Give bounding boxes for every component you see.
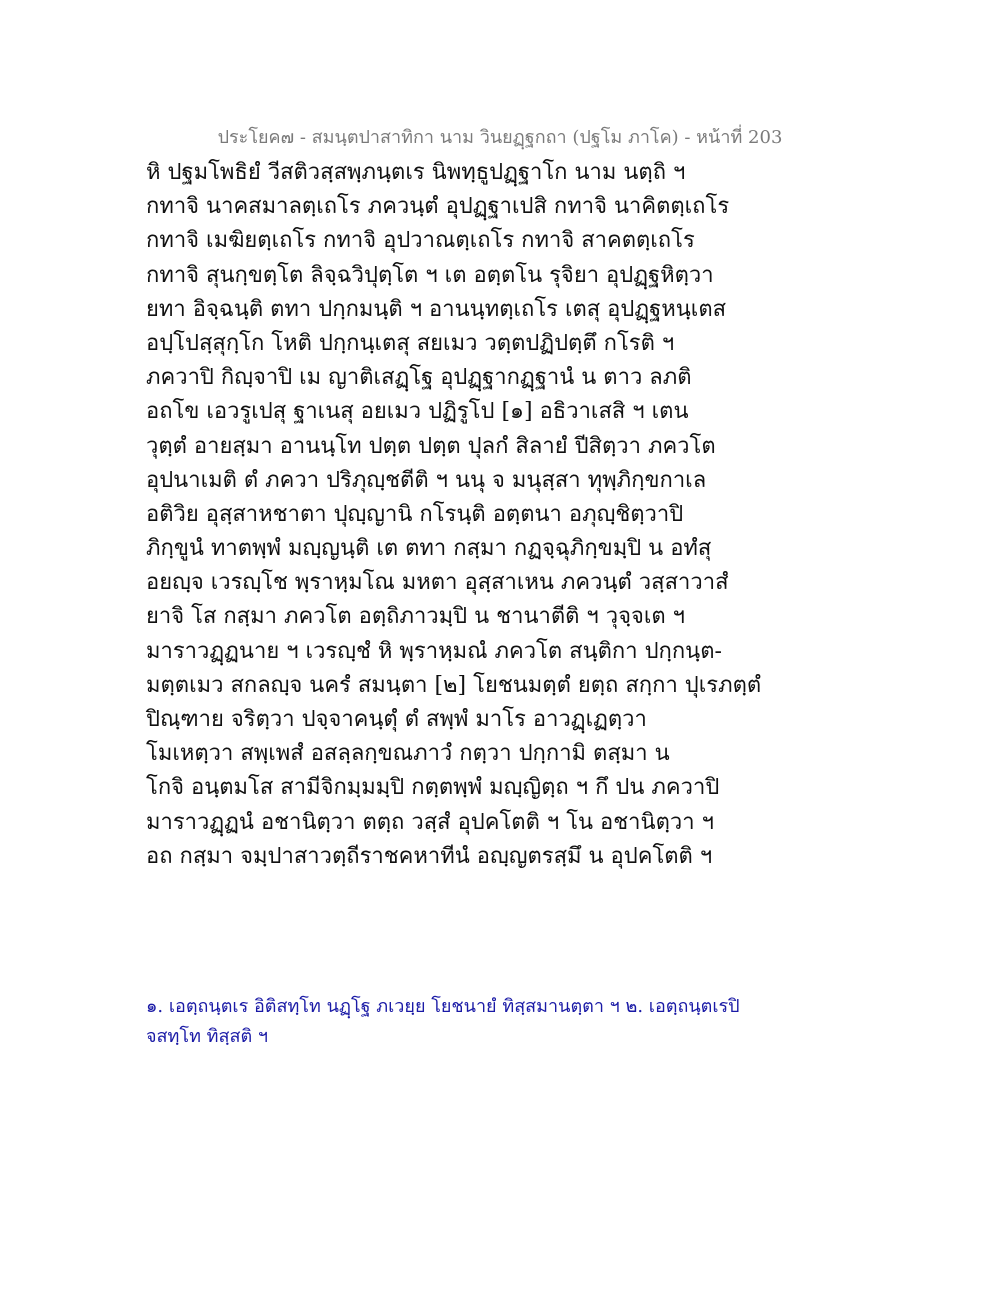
text-line: อถ กสฺมา จมฺปาสาวตฺถีราชคหาทีนํ อญฺญตรสฺมึ น อุปคโตติ ฯ: [146, 843, 713, 869]
footnote-line: ๑. เอตฺถนฺตเร อิติสทฺโท นฏฺโฐ ภเวยฺย โยชนายํ ทิสฺสมานตฺตา ฯ ๒. เอตฺถนฺตเรปิ: [146, 996, 740, 1017]
page-header: ประโยค๗ - สมนฺตปาสาทิกา นาม วินยฏฺฐกถา (ปฐโม ภาโค) - หน้าที่ 203: [217, 127, 783, 148]
text-line: ยทา อิจฺฉนฺติ ตทา ปกฺกมนฺติ ฯ อานนฺทตฺเถโร เตสุ อุปฏฺฐหนฺเตส: [146, 296, 727, 322]
text-line: วุตฺตํ อายสฺมา อานนฺโท ปตฺต ปตฺต ปุลกํ สิลายํ ปีสิตฺวา ภควโต: [146, 433, 716, 459]
text-line: อปฺโปสฺสุกฺโก โหติ ปกฺกนฺเตสุ สยเมว วตฺตปฏิปตฺตึ กโรติ ฯ: [146, 330, 675, 356]
text-line: ภิกฺขูนํ ทาตพฺพํ มญฺญนฺติ เต ตทา กสฺมา กฏจฺฉุภิกฺขมฺปิ น อทํสุ: [146, 536, 712, 562]
text-line: กทาจิ สุนกฺขตฺโต ลิจฺฉวิปุตฺโต ฯ เต อตฺตโน รุจิยา อุปฏฺฐหิตฺวา: [146, 262, 714, 288]
footnote-line: จสทฺโท ทิสฺสติ ฯ: [146, 1026, 269, 1047]
text-line: โมเหตฺวา สพฺเพสํ อสลฺลกฺขณภาวํ กตฺวา ปกฺกามิ ตสฺมา น: [146, 741, 670, 767]
text-line: มาราวฏฺฏนาย ฯ เวรญฺชํ หิ พฺราหฺมณํ ภควโต สนฺติกา ปกฺกนฺต-: [146, 638, 722, 664]
text-line: อถโข เอวรูเปสุ ฐาเนสุ อยเมว ปฏิรูโป [๑] อธิวาเสสิ ฯ เตน: [146, 399, 689, 425]
footnotes: [146, 992, 866, 1052]
text-line: อยญฺจ เวรญฺโช พฺราหฺมโณ มหตา อุสฺสาเหน ภควนฺตํ วสฺสาวาสํ: [146, 570, 729, 596]
text-line: หิ ปฐมโพธิยํ วีสติวสฺสพฺภนฺตเร นิพทฺธูปฏฺฐาโก นาม นตฺถิ ฯ: [146, 160, 686, 185]
text-line: กทาจิ เมฆิยตฺเถโร กทาจิ อุปวาณตฺเถโร กทาจิ สาคตตฺเถโร: [146, 228, 695, 254]
text-line: มตฺตเมว สกลญฺจ นครํ สมนฺตา [๒] โยชนมตฺตํ ยตฺถ สกฺกา ปุเรภตฺตํ: [146, 672, 762, 698]
text-line: ภควาปิ กิญฺจาปิ เม ญาติเสฏฺโฐ อุปฏฺฐากฏฺฐานํ น ตาว ลภติ: [146, 365, 692, 391]
text-line: อติวิย อุสฺสาหชาตา ปุญฺญานิ กโรนฺติ อตฺตนา อภุญฺชิตฺวาปิ: [146, 501, 684, 527]
body-text: [146, 156, 866, 874]
text-line: มาราวฏฺฏนํ อชานิตฺวา ตตฺถ วสฺสํ อุปคโตติ ฯ โน อชานิตฺวา ฯ: [146, 809, 714, 835]
text-line: กทาจิ นาคสมาลตฺเถโร ภควนฺตํ อุปฏฺฐาเปสิ กทาจิ นาคิตตฺเถโร: [146, 194, 730, 220]
text-line: อุปนาเมติ ตํ ภควา ปริภุญฺชตีติ ฯ นนุ จ มนุสฺสา ทุพฺภิกฺขกาเล: [146, 467, 707, 493]
text-line: ปิณฺฑาย จริตฺวา ปจฺจาคนฺตุํ ตํ สพฺพํ มาโร อาวฏฺเฏตฺวา: [146, 707, 647, 732]
text-line: ยาจิ โส กสฺมา ภควโต อตฺถิภาวมฺปิ น ชานาตีติ ฯ วุจฺจเต ฯ: [146, 604, 686, 630]
text-line: โกจิ อนฺตมโส สามีจิกมฺมมฺปิ กตฺตพฺพํ มญฺญิตฺถ ฯ กึ ปน ภควาปิ: [146, 775, 720, 801]
